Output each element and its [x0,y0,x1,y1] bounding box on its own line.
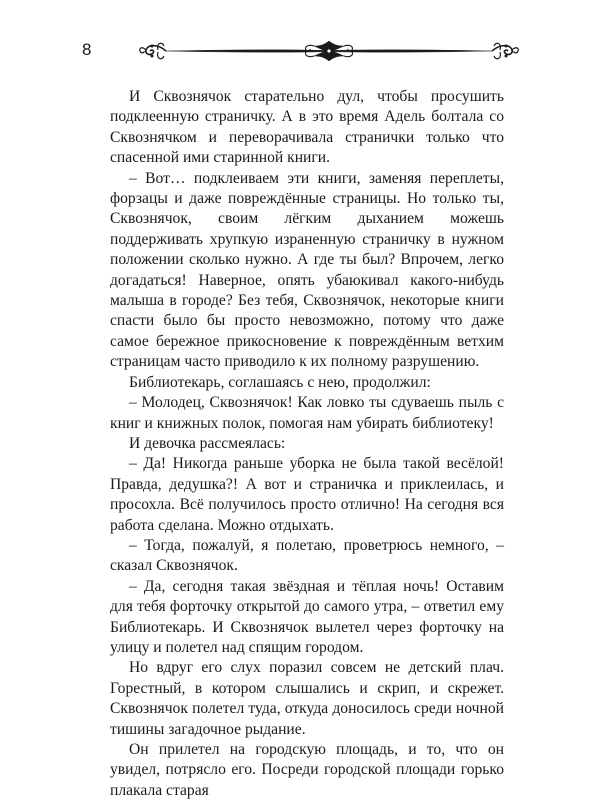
body-text [110,87,504,801]
paragraph: – Вот… подклеиваем эти книги, заменяя переплеты, форзацы и даже повреждённые страницы. Но только ты, Сквознячок, своим лёгким дыханием можешь поддерживать хрупкую израненную страничку в нужном положении сколько нужно. А где ты был? Впрочем, легко догадаться! Наверное, опять убаюкивал какого-нибудь малыша в городе? Без тебя, Сквознячок, некоторые книги спасти было бы просто невозможно, потому что даже самое бережное прикосновение к повреждённым ветхим страницам часто приводило к их полному разрушению. [110,169,504,371]
page-number: 8 [82,40,92,59]
paragraph: Библиотекарь, соглашаясь с нею, продолжил: [129,373,431,391]
paragraph: Но вдруг его слух поразил совсем не детский плач. Горестный, в котором слышались и скрип, и скрежет. Сквознячок полетел туда, откуда доносилось среди ночной тишины загадочное рыдание. [110,659,504,738]
paragraph: И Сквознячок старательно дул, чтобы просушить подклеенную страничку. А в это время Адель болтала со Сквознячком и переворачивала странички только что спасенной ими старинной книги. [110,88,504,167]
paragraph: – Молодец, Сквознячок! Как ловко ты сдуваешь пыль с книг и книжных полок, помогая нам убирать библиотеку! [110,394,504,432]
decorative-header-flourish-icon [138,38,520,64]
paragraph: – Да, сегодня такая звёздная и тёплая ночь! Оставим для тебя форточку открытой до самого утра, – ответил ему Библиотекарь. И Сквознячок вылетел через форточку на улицу и полетел над спящим городом. [110,577,504,656]
paragraph: Он прилетел на городскую площадь, и то, что он увидел, потрясло его. Посреди городской площади горько плакала старая [110,741,504,799]
paragraph: – Да! Никогда раньше уборка не была такой весёлой! Правда, дедушка?! А вот и страничка и приклеилась, и просохла. Всё получилось просто отлично! На сегодня вся работа сделана. Можно отдыхать. [110,455,504,534]
paragraph: – Тогда, пожалуй, я полетаю, проветрюсь немного, – сказал Сквознячок. [110,536,504,575]
paragraph: И девочка рассмеялась: [129,434,286,452]
